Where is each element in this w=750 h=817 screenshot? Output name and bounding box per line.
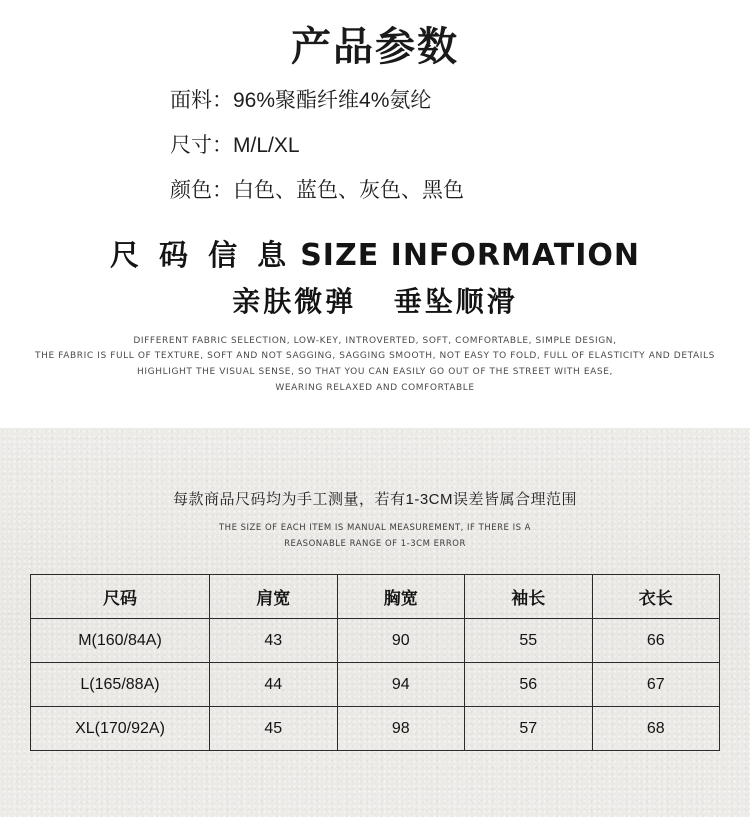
measurement-notice-en [0, 521, 750, 552]
english-description-line-3: HIGHLIGHT THE VISUAL SENSE, SO THAT YOU CAN EASILY GO OUT OF THE STREET WITH EASE, [137, 367, 613, 378]
size-information-heading-en: SIZE INFORMATION [300, 238, 641, 273]
table-row [31, 663, 720, 707]
page-title: 产品参数 [291, 25, 459, 69]
cell-length: 67 [592, 663, 720, 707]
size-chart-section [0, 428, 750, 817]
cell-length: 68 [592, 707, 720, 751]
size-table-head [31, 575, 720, 619]
spec-size: 尺寸：M/L/XL [170, 134, 300, 157]
cell-size: M(160/84A) [31, 619, 210, 663]
cell-length: 66 [592, 619, 720, 663]
cell-shoulder: 44 [210, 663, 338, 707]
english-description-line-4: WEARING RELAXED AND COMFORTABLE [275, 382, 475, 393]
measurement-notice-en-line-1: THE SIZE OF EACH ITEM IS MANUAL MEASUREMENT, IF THERE IS A [218, 523, 531, 533]
table-row [31, 619, 720, 663]
table-header-length: 衣长 [592, 575, 720, 619]
table-header-row [31, 575, 720, 619]
measurement-notice-cn: 每款商品尺码均为手工测量，若有1-3CM误差皆属合理范围 [172, 491, 577, 508]
size-table [30, 574, 720, 751]
table-header-sleeve: 袖长 [465, 575, 593, 619]
table-row [31, 707, 720, 751]
english-description-line-2: THE FABRIC IS FULL OF TEXTURE, SOFT AND NOT SAGGING, SAGGING SMOOTH, NOT EASY TO FOLD, FULL OF ELASTICITY AND DETAILS [35, 351, 715, 362]
size-table-body [31, 619, 720, 751]
feature-sub-heading-right: 垂坠顺滑 [393, 285, 518, 317]
cell-sleeve: 55 [465, 619, 593, 663]
cell-size: XL(170/92A) [31, 707, 210, 751]
english-description-line-1: DIFFERENT FABRIC SELECTION, LOW-KEY, INTROVERTED, SOFT, COMFORTABLE, SIMPLE DESIGN, [133, 335, 617, 346]
cell-shoulder: 43 [210, 619, 338, 663]
cell-shoulder: 45 [210, 707, 338, 751]
spec-list [160, 90, 590, 201]
table-header-shoulder: 肩宽 [210, 575, 338, 619]
cell-sleeve: 57 [465, 707, 593, 751]
cell-chest: 98 [337, 707, 465, 751]
spec-color: 颜色：白色、蓝色、灰色、黑色 [170, 179, 464, 202]
table-header-chest: 胸宽 [337, 575, 465, 619]
cell-chest: 90 [337, 619, 465, 663]
feature-sub-heading [0, 287, 750, 318]
cell-size: L(165/88A) [31, 663, 210, 707]
cell-chest: 94 [337, 663, 465, 707]
size-table-wrapper [30, 574, 720, 751]
table-header-size: 尺码 [31, 575, 210, 619]
cell-sleeve: 56 [465, 663, 593, 707]
feature-sub-heading-left: 亲肤微弹 [232, 285, 357, 317]
measurement-notice-en-line-2: REASONABLE RANGE OF 1-3CM ERROR [284, 538, 466, 549]
spec-fabric: 面料：96%聚酯纤维4%氨纶 [170, 89, 432, 112]
english-description-block [0, 334, 750, 397]
size-information-heading-cn: 尺 码 信 息 [109, 240, 293, 272]
size-information-heading [0, 239, 750, 273]
